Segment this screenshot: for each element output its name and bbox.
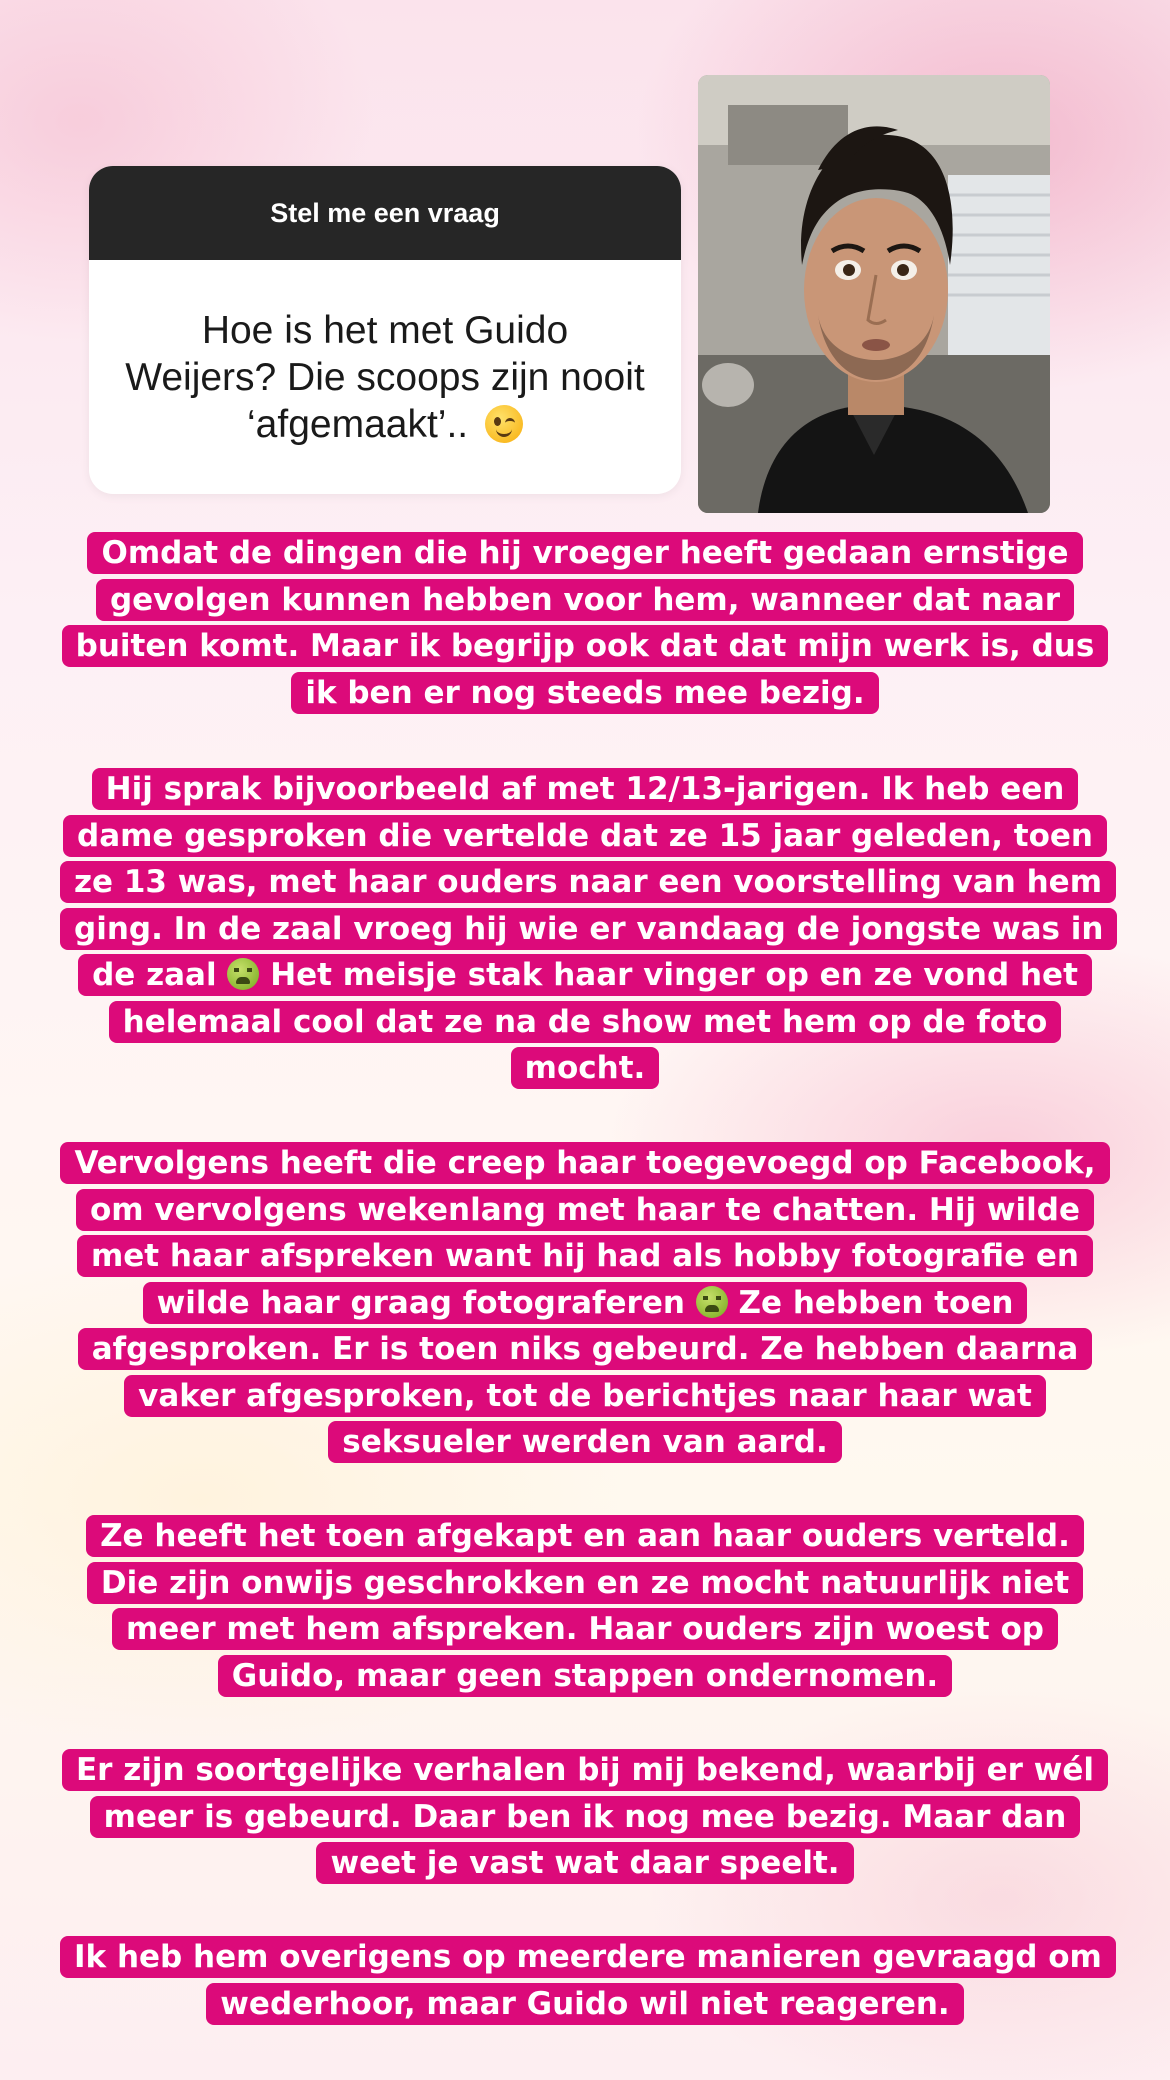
answer-text-5: Er zijn soortgelijke verhalen bij mij bekend, waarbij er wél meer is gebeurd. Daar ben ik nog mee bezig. Maar dan weet je vast wat daar speelt. [62, 1749, 1108, 1884]
answer-text-3b: Ze hebben toen afgesproken. Er is toen niks gebeurd. Ze hebben daarna vaker afgesproken, tot de berichtjes naar haar wat seksueler werden van aard. [91, 1284, 1079, 1460]
profile-photo [698, 75, 1050, 513]
question-sticker-body [89, 260, 681, 494]
answer-block-2 [60, 766, 1110, 1092]
answer-text-1: Omdat de dingen die hij vroeger heeft gedaan ernstige gevolgen kunnen hebben voor hem, wanneer dat naar buiten komt. Maar ik begrijp ook dat dat mijn werk is, dus ik ben er nog steeds mee bezig. [62, 532, 1109, 714]
wink-emoji-icon [485, 405, 523, 443]
answer-block-4 [60, 1513, 1110, 1699]
question-sticker-header: Stel me een vraag [89, 166, 681, 260]
answer-block-6 [60, 1934, 1110, 2027]
answer-text-2a: Hij sprak bijvoorbeeld af met 12/13-jarigen. Ik heb een dame gesproken die vertelde dat ze 15 jaar geleden, toen ze 13 was, met haar ouders naar een voorstelling van hem ging. In de zaal vroeg hij wie er vandaag de jongste was in de zaal [74, 771, 1104, 993]
answer-text-6: Ik heb hem overigens op meerdere manieren gevraagd om wederhoor, maar Guido wil niet reageren. [60, 1936, 1116, 2025]
question-sticker [89, 166, 681, 494]
answer-text-3a: Vervolgens heeft die creep haar toegevoegd op Facebook, om vervolgens wekenlang met haar te chatten. Hij wilde met haar afspreken want hij had als hobby fotografie en wilde haar graag fotograferen [74, 1145, 1096, 1321]
answer-text-4: Ze heeft het toen afgekapt en aan haar ouders verteld. Die zijn onwijs geschrokken en ze mocht natuurlijk niet meer met hem afspreken. Haar ouders zijn woest op Guido, maar geen stappen ondernomen. [86, 1515, 1084, 1697]
nauseated-emoji-icon [696, 1286, 728, 1318]
answer-block-3 [60, 1140, 1110, 1466]
answer-text-2 [60, 768, 1117, 1089]
answer-block-5 [60, 1747, 1110, 1887]
person-photo-illustration [698, 75, 1050, 513]
question-text: Hoe is het met Guido Weijers? Die scoops zijn nooit ‘afgemaakt’.. [125, 308, 645, 446]
answer-block-1 [60, 530, 1110, 716]
answer-text-2b: Het meisje stak haar vinger op en ze vond het helemaal cool dat ze na de show met hem op de foto mocht. [122, 957, 1078, 1086]
nauseated-emoji-icon [227, 958, 259, 990]
answer-text-3 [60, 1142, 1109, 1463]
